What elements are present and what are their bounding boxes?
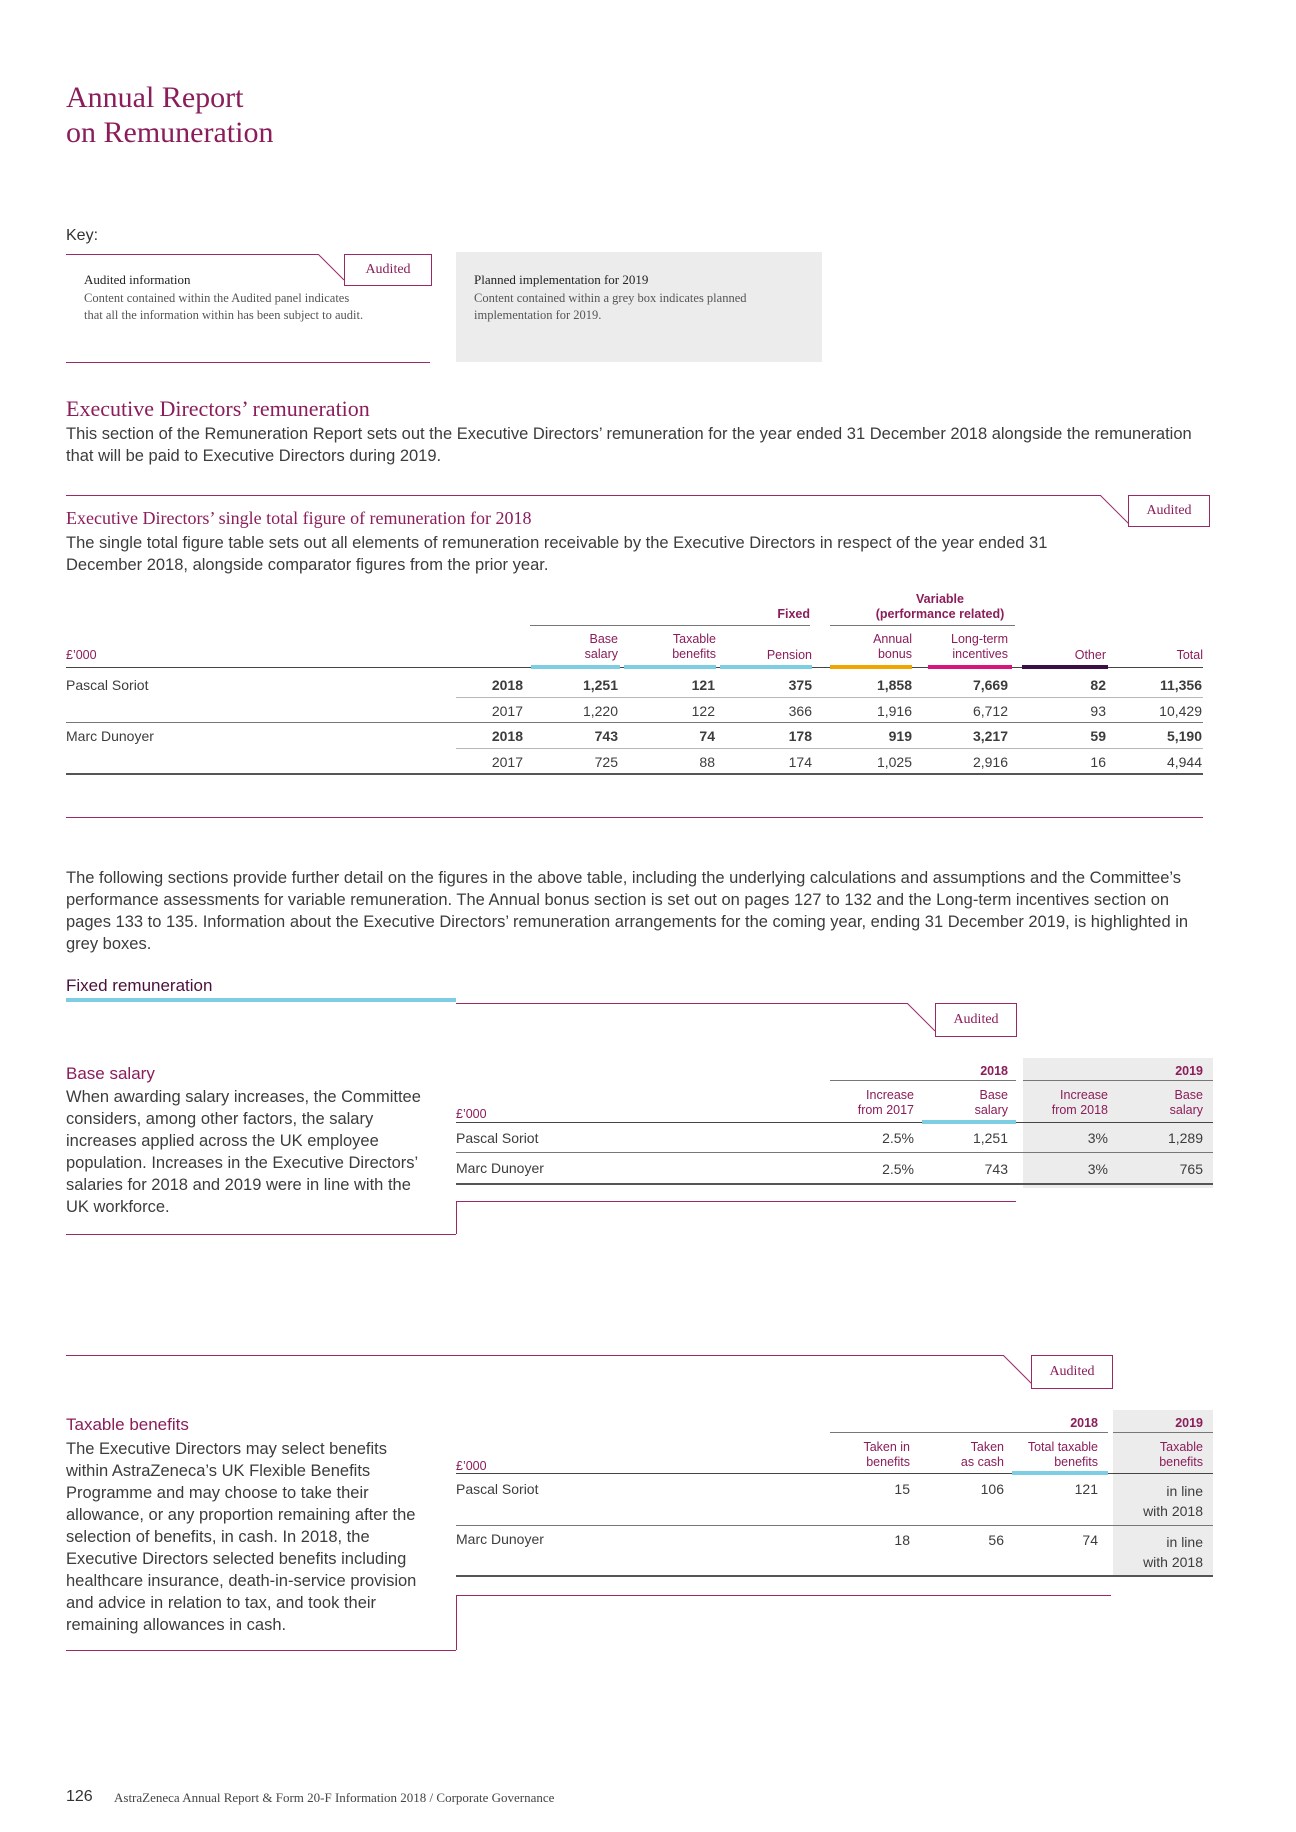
key-audited-tag: Audited	[344, 254, 432, 286]
exec-heading: Executive Directors’ remuneration	[66, 396, 370, 421]
base-row-1-name: Pascal Soriot	[456, 1130, 539, 1146]
row-name: Marc Dunoyer	[66, 728, 154, 744]
taxable-col-taken-in-benefits: Taken in benefits	[863, 1440, 910, 1469]
col-annual-bonus: Annual bonus	[873, 632, 912, 661]
taxable-col-taxable-2019: Taxable benefits	[1159, 1440, 1203, 1469]
key-planned-title: Planned implementation for 2019	[474, 272, 649, 287]
group-fixed: Fixed	[777, 607, 810, 621]
key-audited-title: Audited information	[84, 272, 191, 287]
page-title-line-2: on Remuneration	[66, 116, 274, 149]
taxable-row-2-name: Marc Dunoyer	[456, 1531, 544, 1547]
base-col-unit: £’000	[456, 1107, 487, 1121]
taxable-audited-tag: Audited	[1031, 1355, 1113, 1389]
col-pension: Pension	[766, 648, 812, 662]
base-year-2019: 2019	[1175, 1064, 1203, 1078]
page-title-line-1: Annual Report	[66, 81, 244, 114]
key-planned-text: Content contained within a grey box indicates planned implementation for 2019.	[474, 291, 747, 322]
exec-intro: This section of the Remuneration Report sets out the Executive Directors’ remuneration for the year ended 31 December 2018 alongside the remuneration that will be paid to Executive Directors during 2019.	[66, 425, 1192, 465]
base-year-2018: 2018	[980, 1064, 1008, 1078]
row-name: Pascal Soriot	[66, 677, 149, 693]
taxable-row-1-name: Pascal Soriot	[456, 1481, 539, 1497]
key-planned-panel	[456, 252, 822, 362]
col-taxable-benefits: Taxable benefits	[672, 632, 716, 661]
base-audited-tag: Audited	[935, 1003, 1017, 1037]
base-col-base-salary-2018: Base salary	[974, 1088, 1008, 1117]
col-base-salary: Base salary	[584, 632, 618, 661]
base-col-increase-2018: Increase from 2018	[1051, 1088, 1108, 1117]
taxable-row-2-2019: in line with 2018	[1143, 1534, 1203, 1570]
group-variable: Variable (performance related)	[875, 592, 1005, 621]
bar-base-salary	[531, 665, 620, 669]
taxable-col-total-taxable: Total taxable benefits	[1027, 1440, 1098, 1469]
fixed-heading-bar	[66, 998, 456, 1002]
bar-pension	[720, 665, 812, 669]
key-audited-text: Content contained within the Audited panel indicates that all the information within has been subject to audit.	[84, 291, 364, 322]
fixed-heading: Fixed remuneration	[66, 976, 213, 995]
taxable-year-2019: 2019	[1175, 1416, 1203, 1430]
bar-taxable-benefits	[624, 665, 716, 669]
taxable-col-taken-as-cash: Taken as cash	[960, 1440, 1004, 1469]
taxable-year-2018: 2018	[1070, 1416, 1098, 1430]
base-text: When awarding salary increases, the Committee considers, among other factors, the salary increases applied across the UK employee population. Increases in the Executive Directors’ salaries for 2018 and 2019 were in line with the UK workforce.	[66, 1088, 421, 1216]
bar-long-term-incentives	[928, 665, 1012, 669]
col-total: Total	[1176, 648, 1203, 662]
key-label: Key:	[66, 227, 99, 244]
base-salary-bar	[922, 1120, 1016, 1124]
base-col-increase-2017: Increase from 2017	[857, 1088, 914, 1117]
page-title	[66, 80, 273, 150]
taxable-heading: Taxable benefits	[66, 1415, 189, 1434]
bar-other	[1022, 665, 1108, 669]
col-long-term-incentives: Long-term incentives	[951, 632, 1008, 661]
single-heading: Executive Directors’ single total figure of remuneration for 2018	[66, 508, 532, 528]
col-other: Other	[1074, 648, 1106, 662]
base-col-base-salary-2019: Base salary	[1169, 1088, 1203, 1117]
taxable-row-1-2019: in line with 2018	[1143, 1483, 1203, 1519]
single-audited-tag: Audited	[1128, 495, 1210, 527]
col-unit: £’000	[66, 648, 97, 662]
footer-page-number: 126	[66, 1788, 93, 1805]
row-year: 2018	[491, 677, 523, 693]
single-intro: The single total figure table sets out all elements of remuneration receivable by the Executive Directors in respect of the year ended 31 December 2018, alongside comparator figures from the prior year.	[66, 534, 1048, 574]
footer-text: AstraZeneca Annual Report & Form 20-F Information 2018 / Corporate Governance	[114, 1790, 555, 1805]
taxable-total-bar	[1012, 1471, 1108, 1475]
base-heading: Base salary	[66, 1064, 155, 1083]
taxable-col-unit: £’000	[456, 1459, 487, 1473]
base-row-2-name: Marc Dunoyer	[456, 1160, 544, 1176]
bar-annual-bonus	[830, 665, 912, 669]
taxable-text: The Executive Directors may select benefits within AstraZeneca’s UK Flexible Benefits Programme and may choose to take their allowance, or any proportion remaining after the selection of benefits, in cash. In 2018, the Executive Directors selected benefits including healthcare insurance, death-in-service provision and advice in relation to tax, and took their remaining allowances in cash.	[66, 1440, 417, 1634]
following-text: The following sections provide further detail on the figures in the above table, including the underlying calculations and assumptions and the Committee’s performance assessments for variable remuneration. The Annual bonus section is set out on pages 127 to 132 and the Long-term incentives section on pages 133 to 135. Information about the Executive Directors’ remuneration arrangements for the coming year, ending 31 December 2019, is highlighted in grey boxes.	[66, 869, 1189, 953]
